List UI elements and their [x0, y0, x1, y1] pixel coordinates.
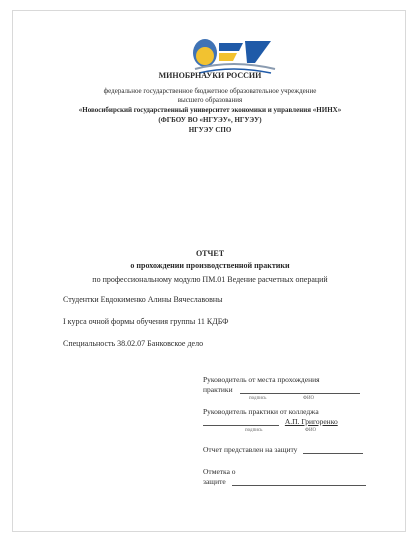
supervisor-org-caption-right: ФИО — [303, 396, 315, 401]
grade-label-2: защите — [203, 477, 226, 486]
supervisor-college-caption-left: подпись — [245, 428, 263, 433]
student-course: I курса очной формы обучения группы 11 КДБФ — [63, 317, 229, 326]
supervisor-college-signature-line — [203, 417, 279, 426]
student-name: Студентки Евдокименко Алины Вячеславовны — [63, 295, 223, 304]
institution-line-2: высшего образования — [177, 96, 243, 104]
institution-line-1: федеральное государственное бюджетное образовательное учреждение — [103, 87, 317, 95]
student-specialty: Специальность 38.02.07 Банковское дело — [63, 339, 204, 348]
supervisor-org-signature-line — [240, 385, 360, 394]
grade-block — [203, 477, 366, 486]
institution-line-3: «Новосибирский государственный университет экономики и управления «НИНХ» — [78, 106, 342, 114]
ministry-name: МИНОБРНАУКИ РОССИИ — [158, 71, 262, 80]
report-subtitle: о прохождении производственной практики — [130, 261, 290, 270]
supervisor-org-block — [203, 385, 360, 394]
submitted-block — [203, 445, 363, 454]
supervisor-college-name: А.П. Григоренко — [284, 417, 338, 426]
supervisor-college-block — [203, 417, 338, 426]
grade-line — [232, 477, 366, 486]
institution-abbreviation: (ФГБОУ ВО «НГУЭУ», НГУЭУ) — [158, 116, 262, 124]
report-module: по профессиональному модулю ПМ.01 Ведение расчетных операций — [92, 275, 328, 284]
report-title: ОТЧЕТ — [195, 249, 225, 258]
submitted-line — [303, 445, 363, 454]
grade-label: Отметка о — [203, 467, 236, 476]
submitted-label: Отчет представлен на защиту — [203, 445, 298, 454]
supervisor-org-label-2: практики — [203, 385, 233, 394]
division-name: НГУЭУ СПО — [188, 126, 232, 134]
supervisor-college-caption-right: ФИО — [305, 428, 317, 433]
supervisor-org-label: Руководитель от места прохождения — [203, 375, 320, 384]
document-page — [12, 10, 406, 532]
supervisor-college-label: Руководитель практики от колледжа — [203, 407, 319, 416]
supervisor-org-caption-left: подпись — [249, 396, 267, 401]
